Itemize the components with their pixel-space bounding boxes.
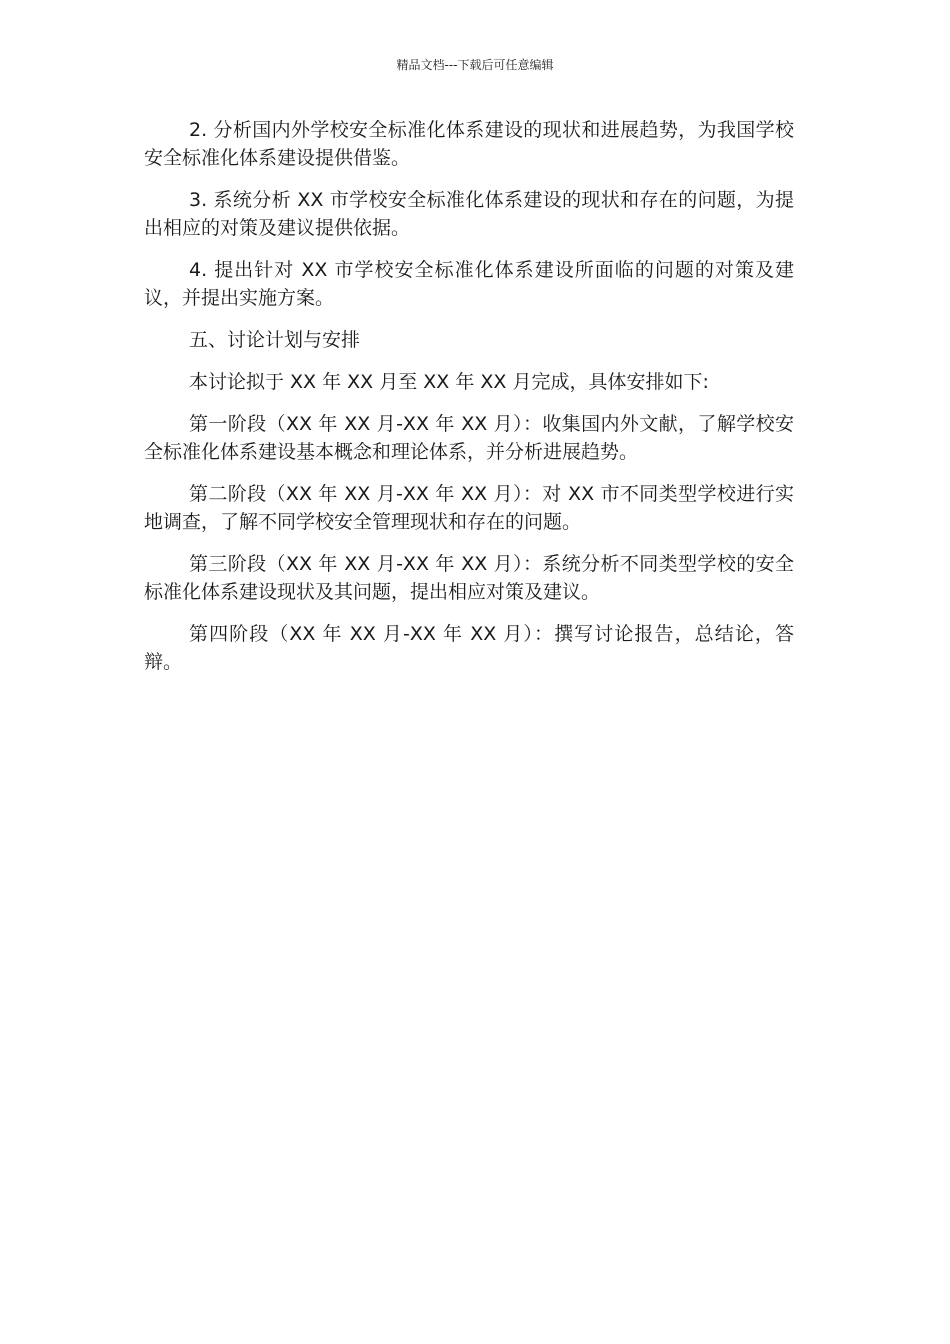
schedule-phase-2: 第二阶段（XX 年 XX 月-XX 年 XX 月）：对 XX 市不同类型学校进行实地调查，了解不同学校安全管理现状和存在的问题。 <box>144 483 794 533</box>
schedule-intro: 本讨论拟于 XX 年 XX 月至 XX 年 XX 月完成，具体安排如下: <box>189 371 709 393</box>
section-heading: 五、讨论计划与安排 <box>189 329 361 351</box>
schedule-phase-4: 第四阶段（XX 年 XX 月-XX 年 XX 月）：撰写讨论报告，总结论，答辩。 <box>144 623 794 673</box>
schedule-phase-1: 第一阶段（XX 年 XX 月-XX 年 XX 月）：收集国内外文献，了解学校安全标准化体系建设基本概念和理论体系，并分析进展趋势。 <box>144 413 794 463</box>
schedule-phase-3: 第三阶段（XX 年 XX 月-XX 年 XX 月）：系统分析不同类型学校的安全标准化体系建设现状及其问题，提出相应对策及建议。 <box>144 553 794 603</box>
objective-item-3: 3. 系统分析 XX 市学校安全标准化体系建设的现状和存在的问题，为提出相应的对策及建议提供依据。 <box>144 189 794 239</box>
document-body <box>144 116 794 690</box>
objective-item-2: 2. 分析国内外学校安全标准化体系建设的现状和进展趋势，为我国学校安全标准化体系建设提供借鉴。 <box>144 119 794 169</box>
page-header: 精品文档---下载后可任意编辑 <box>396 58 554 72</box>
objective-item-4: 4. 提出针对 XX 市学校安全标准化体系建设所面临的问题的对策及建议，并提出实施方案。 <box>144 259 794 309</box>
